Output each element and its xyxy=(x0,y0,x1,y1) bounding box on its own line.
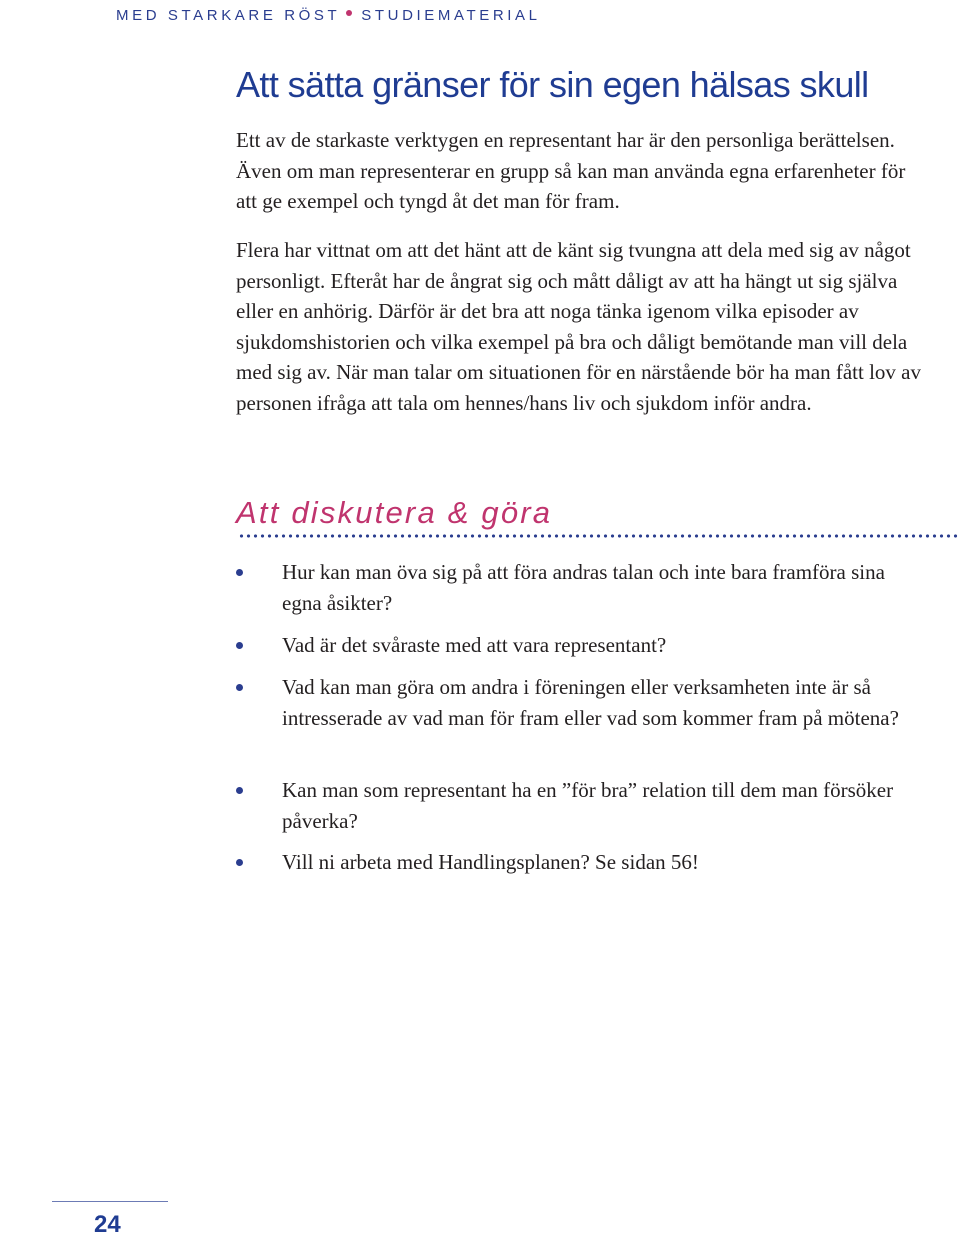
dotted-divider xyxy=(238,534,960,538)
running-head xyxy=(116,7,541,24)
discussion-question xyxy=(236,557,926,618)
running-head-section: STUDIEMATERIAL xyxy=(361,7,541,24)
question-text: Kan man som representant ha en ”för bra” relation till dem man försöker påverka? xyxy=(282,778,894,833)
footer-divider xyxy=(52,1201,168,1202)
discussion-question xyxy=(236,847,926,878)
bullet-icon xyxy=(236,787,243,794)
page-title: Att sätta gränser för sin egen hälsas skull xyxy=(236,64,869,105)
question-text: Vad är det svåraste med att vara representant? xyxy=(282,633,667,657)
bullet-dot-icon xyxy=(346,10,352,16)
bullet-icon xyxy=(236,684,243,691)
body-paragraph: Flera har vittnat om att det hänt att de känt sig tvungna att dela med sig av något personligt. Efteråt har de ångrat sig och mått dåligt av att ha hängt ut sig själva eller en anhörig. Därför är det bra att noga tänka igenom vilka episoder av sjukdomshistorien och vilka exempel på bra och dåligt bemötande man vill dela med sig av. När man talar om situationen för en närstående bör ha man fått lov av personen ifråga att tala om hennes/hans liv och sjukdom inför andra. xyxy=(236,238,921,415)
bullet-icon xyxy=(236,569,243,576)
section-heading: Att diskutera & göra xyxy=(236,495,553,530)
page-number: 24 xyxy=(94,1211,121,1238)
bullet-icon xyxy=(236,642,243,649)
question-text: Hur kan man öva sig på att föra andras talan och inte bara framföra sina egna åsikter? xyxy=(282,560,885,615)
discussion-question xyxy=(236,775,926,836)
question-text: Vad kan man göra om andra i föreningen eller verksamheten inte är så intresserade av vad man för fram eller vad som kommer fram på mötena? xyxy=(282,675,899,730)
body-paragraph: Ett av de starkaste verktygen en representant har är den personliga berättelsen. Även om man representerar en grupp så kan man använda egna erfarenheter för att ge exempel och tyngd åt det man för fram. xyxy=(236,128,906,213)
discussion-question xyxy=(236,672,926,733)
discussion-question xyxy=(236,630,926,661)
running-head-title: MED STARKARE RÖST xyxy=(116,7,341,24)
question-text: Vill ni arbeta med Handlingsplanen? Se sidan 56! xyxy=(282,850,699,874)
bullet-icon xyxy=(236,859,243,866)
